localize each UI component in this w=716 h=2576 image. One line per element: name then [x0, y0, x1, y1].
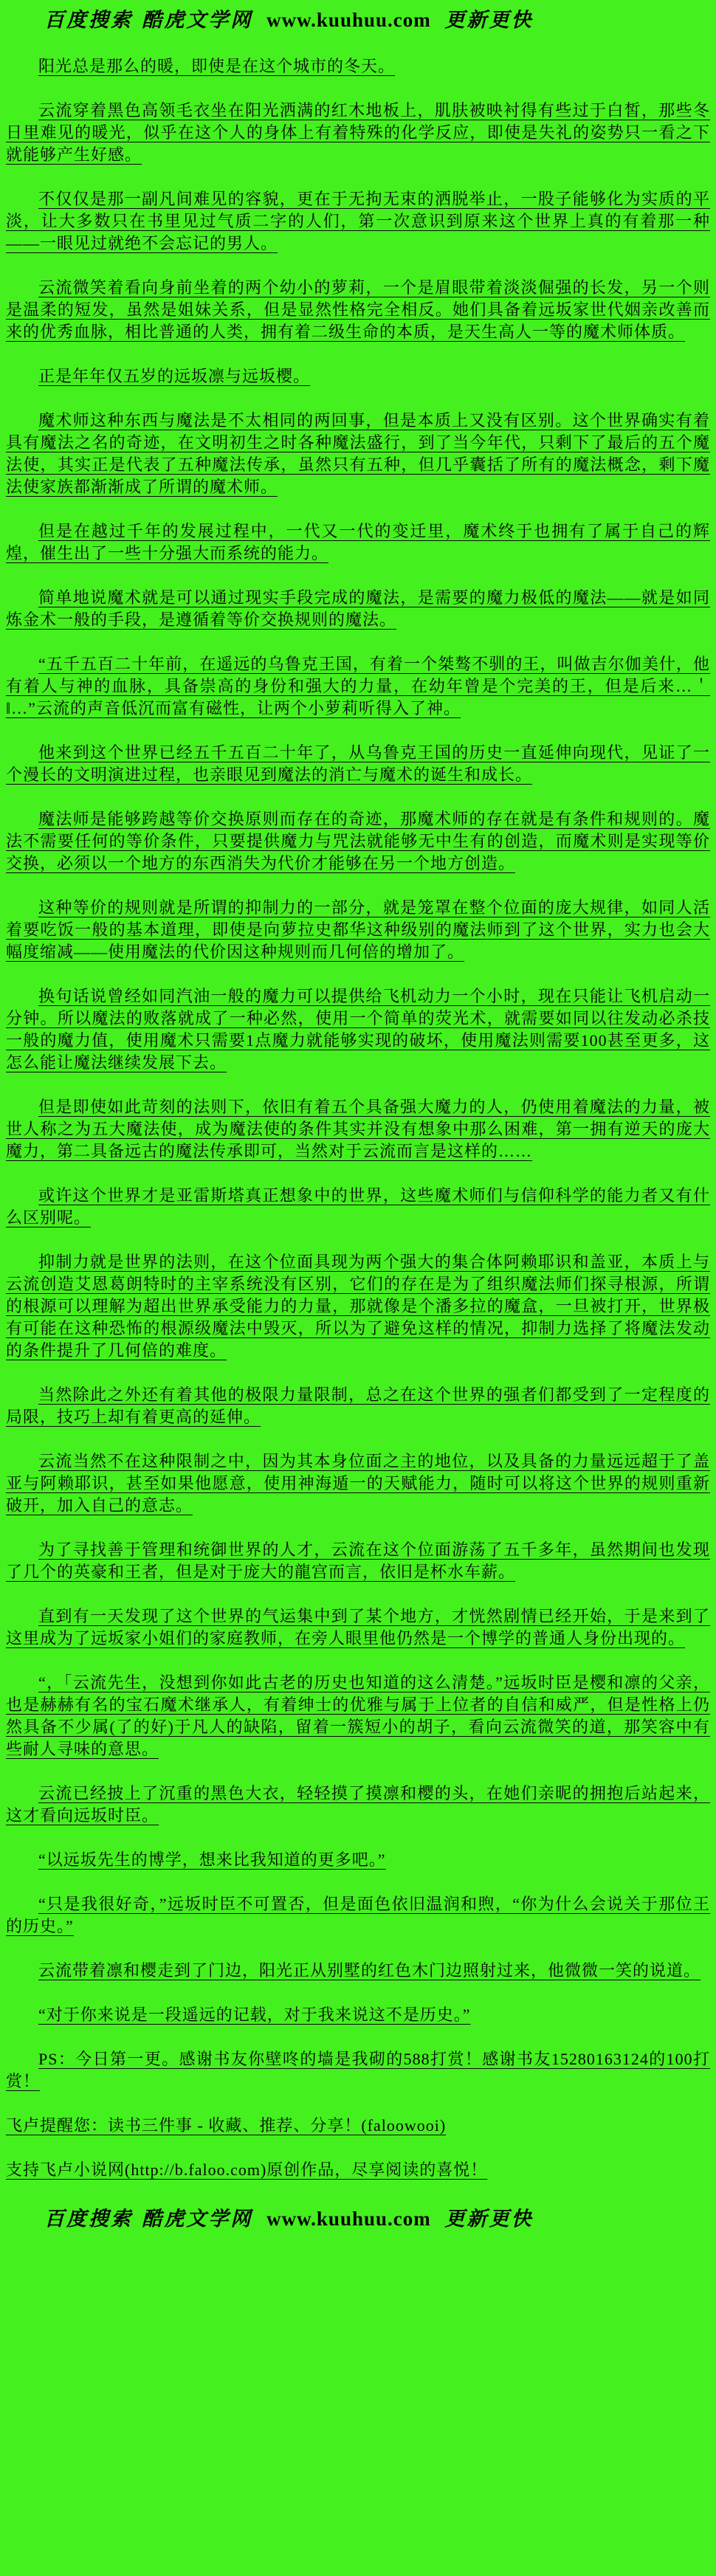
novel-paragraph: 魔法师是能够跨越等价交换原则而存在的奇迹，那魔术师的存在就是有条件和规则的。魔法不需要任何的等价条件，只要提供魔力与咒法就能够无中生有的创造，而魔术则是实现等价交换，必须以一个地方的东西消失为代价才能够在另一个地方创造。 [6, 810, 710, 872]
novel-paragraph: 云流穿着黑色高领毛衣坐在阳光洒满的红木地板上，肌肤被映衬得有些过于白皙，那些冬日里难见的暖光，似乎在这个人的身体上有着特殊的化学反应，即使是失礼的姿势只一看之下就能够产生好感。 [6, 101, 710, 164]
novel-paragraph: 换句话说曾经如同汽油一般的魔力可以提供给飞机动力一个小时，现在只能让飞机启动一分钟。所以魔法的败落就成了一种必然，使用一个简单的荧光术，就需要如同以往发动必杀技一般的魔力值，使用魔术只需要1点魔力就能够实现的破坏，使用魔法则需要100甚至更多，这怎么能让魔法继续发展下去。 [6, 987, 710, 1072]
novel-paragraph: 飞卢提醒您：读书三件事 - 收藏、推荐、分享！(faloowooi) [6, 2116, 447, 2135]
novel-paragraph: “以远坂先生的博学，想来比我知道的更多吧。” [38, 1850, 386, 1869]
novel-paragraph: “，「云流先生，没想到你如此古老的历史也知道的这么清楚。”远坂时臣是樱和凛的父亲，也是赫赫有名的宝石魔术继承人，有着绅士的优雅与属于上位者的自信和威严，但是性格上仍然具备不少属(了的好)于凡人的缺陷，留着一簇短小的胡子，看向云流微笑的道，那笑容中有些耐人寻味的意思。 [6, 1673, 710, 1758]
novel-paragraph: 或许这个世界才是亚雷斯塔真正想象中的世界，这些魔术师们与信仰科学的能力者又有什么区别呢。 [6, 1186, 710, 1227]
notice-block [6, 2115, 710, 2181]
novel-paragraph: “对于你来说是一段遥远的记载，对于我来说这不是历史。” [38, 2005, 471, 2024]
novel-paragraph: 云流当然不在这种限制之中，因为其本身位面之主的地位，以及具备的力量远远超于了盖亚与阿赖耶识，甚至如果他愿意，使用神海遁一的天赋能力，随时可以将这个世界的规则重新破开，加入自己的意志。 [6, 1452, 710, 1515]
novel-paragraph: 但是在越过千年的发展过程中，一代又一代的变迁里，魔术终于也拥有了属于自己的辉煌，催生出了一些十分强大而系统的能力。 [6, 522, 710, 562]
novel-paragraph: PS：今日第一更。感谢书友你壁咚的墙是我砌的588打赏！感谢书友15280163124的100打赏！ [6, 2050, 710, 2090]
novel-paragraph: 不仅仅是那一副凡间难见的容貌，更在于无拘无束的洒脱举止，一股子能够化为实质的平淡，让大多数只在书里见过气质二字的人们，第一次意识到原来这个世界上真的有着那一种——一眼见过就绝不会忘记的男人。 [6, 190, 710, 252]
novel-paragraph: 直到有一天发现了这个世界的气运集中到了某个地方，才恍然剧情已经开始，于是来到了这里成为了远坂家小姐们的家庭教师，在旁人眼里他仍然是一个博学的普通人身份出现的。 [6, 1607, 710, 1647]
novel-paragraph: 魔术师这种东西与魔法是不太相同的两回事，但是本质上又没有区别。这个世界确实有着具有魔法之名的奇迹，在文明初生之时各种魔法盛行，到了当今年代，只剩下了最后的五个魔法使，其实正是代表了五种魔法传承，虽然只有五种，但几乎囊括了所有的魔法概念，剩下魔法使家族都渐渐成了所谓的魔术师。 [6, 411, 710, 496]
site-watermark-footer [6, 2206, 710, 2232]
novel-paragraph: 当然除此之外还有着其他的极限力量限制，总之在这个世界的强者们都受到了一定程度的局限，技巧上却有着更高的延伸。 [6, 1385, 710, 1426]
novel-paragraph: “五千五百二十年前，在遥远的乌鲁克王国，有着一个桀骜不驯的王，叫做吉尔伽美什，他有着人与神的血脉，具备崇高的身份和强大的力量，在幼年曾是个完美的王，但是后来…＇‖…”云流的声音低沉而富有磁性，让两个小萝莉听得入了神。 [6, 655, 710, 717]
novel-paragraph: 但是即使如此苛刻的法则下，依旧有着五个具备强大魔力的人，仍使用着魔法的力量，被世人称之为五大魔法使，成为魔法使的条件其实并没有想象中那么困难，第一拥有逆天的庞大魔力，第二具备远古的魔法传承即可，当然对于云流而言是这样的…… [6, 1098, 710, 1160]
novel-paragraph: 云流微笑着看向身前坐着的两个幼小的萝莉，一个是眉眼带着淡淡倔强的长发，另一个则是温柔的短发，虽然是姐妹关系，但是显然性格完全相反。她们具备着远坂家世代姻亲改善而来的优秀血脉，相比普通的人类，拥有着二级生命的本质，是天生高人一等的魔术师体质。 [6, 278, 710, 341]
novel-paragraph: 阳光总是那么的暖，即使是在这个城市的冬天。 [38, 57, 396, 75]
watermark-header-prefix: 百度搜索 酷虎文学网 [44, 9, 253, 32]
watermark-header-tagline: 更新更快 [444, 9, 534, 32]
watermark-footer-tagline: 更新更快 [444, 2208, 534, 2231]
watermark-footer-prefix: 百度搜索 酷虎文学网 [44, 2208, 253, 2231]
watermark-footer-url: www.kuuhuu.com [266, 2208, 431, 2230]
novel-paragraph: “只是我很好奇，”远坂时臣不可置否，但是面色依旧温润和煦，“你为什么会说关于那位王的历史。” [6, 1895, 710, 1935]
novel-paragraph: 云流已经披上了沉重的黑色大衣，轻轻摸了摸凛和樱的头，在她们亲昵的拥抱后站起来，这才看向远坂时臣。 [6, 1784, 710, 1825]
site-watermark-header [6, 7, 710, 33]
chapter-text [6, 55, 710, 2181]
novel-paragraph: 支持飞卢小说网(http://b.faloo.com)原创作品，尽享阅读的喜悦！ [6, 2160, 488, 2179]
watermark-header-url: www.kuuhuu.com [266, 9, 431, 31]
novel-paragraph: 正是年年仅五岁的远坂凛与远坂樱。 [38, 367, 311, 385]
novel-body [6, 55, 710, 2093]
novel-paragraph: 简单地说魔术就是可以通过现实手段完成的魔法，是需要的魔力极低的魔法——就是如同炼金术一般的手段，是遵循着等价交换规则的魔法。 [6, 588, 710, 629]
novel-paragraph: 为了寻找善于管理和统御世界的人才，云流在这个位面游荡了五千多年，虽然期间也发现了几个的英豪和王者，但是对于庞大的龍宫而言，依旧是杯水车薪。 [6, 1540, 710, 1581]
novel-paragraph: 他来到这个世界已经五千五百二十年了，从乌鲁克王国的历史一直延伸向现代，见证了一个漫长的文明演进过程，也亲眼见到魔法的消亡与魔术的诞生和成长。 [6, 743, 710, 784]
novel-paragraph: 抑制力就是世界的法则，在这个位面具现为两个强大的集合体阿赖耶识和盖亚，本质上与云流创造艾恩葛朗特时的主宰系统没有区别，它们的存在是为了组织魔法师们探寻根源，所谓的根源可以理解为超出世界承受能力的力量，那就像是个潘多拉的魔盒，一旦被打开，世界极有可能在这种恐怖的根源级魔法中毁灭，所以为了避免这样的情况，抑制力选择了将魔法发动的条件提升了几何倍的难度。 [6, 1253, 710, 1360]
novel-paragraph: 云流带着凛和樱走到了门边，阳光正从别墅的红色木门边照射过来，他微微一笑的说道。 [38, 1961, 701, 1980]
novel-paragraph: 这种等价的规则就是所谓的抑制力的一部分，就是笼罩在整个位面的庞大规律，如同人活着要吃饭一般的基本道理，即使是向萝拉史都华这种级别的魔法师到了这个世界，实力也会大幅度缩减——使用魔法的代价因这种规则而几何倍的增加了。 [6, 898, 710, 961]
